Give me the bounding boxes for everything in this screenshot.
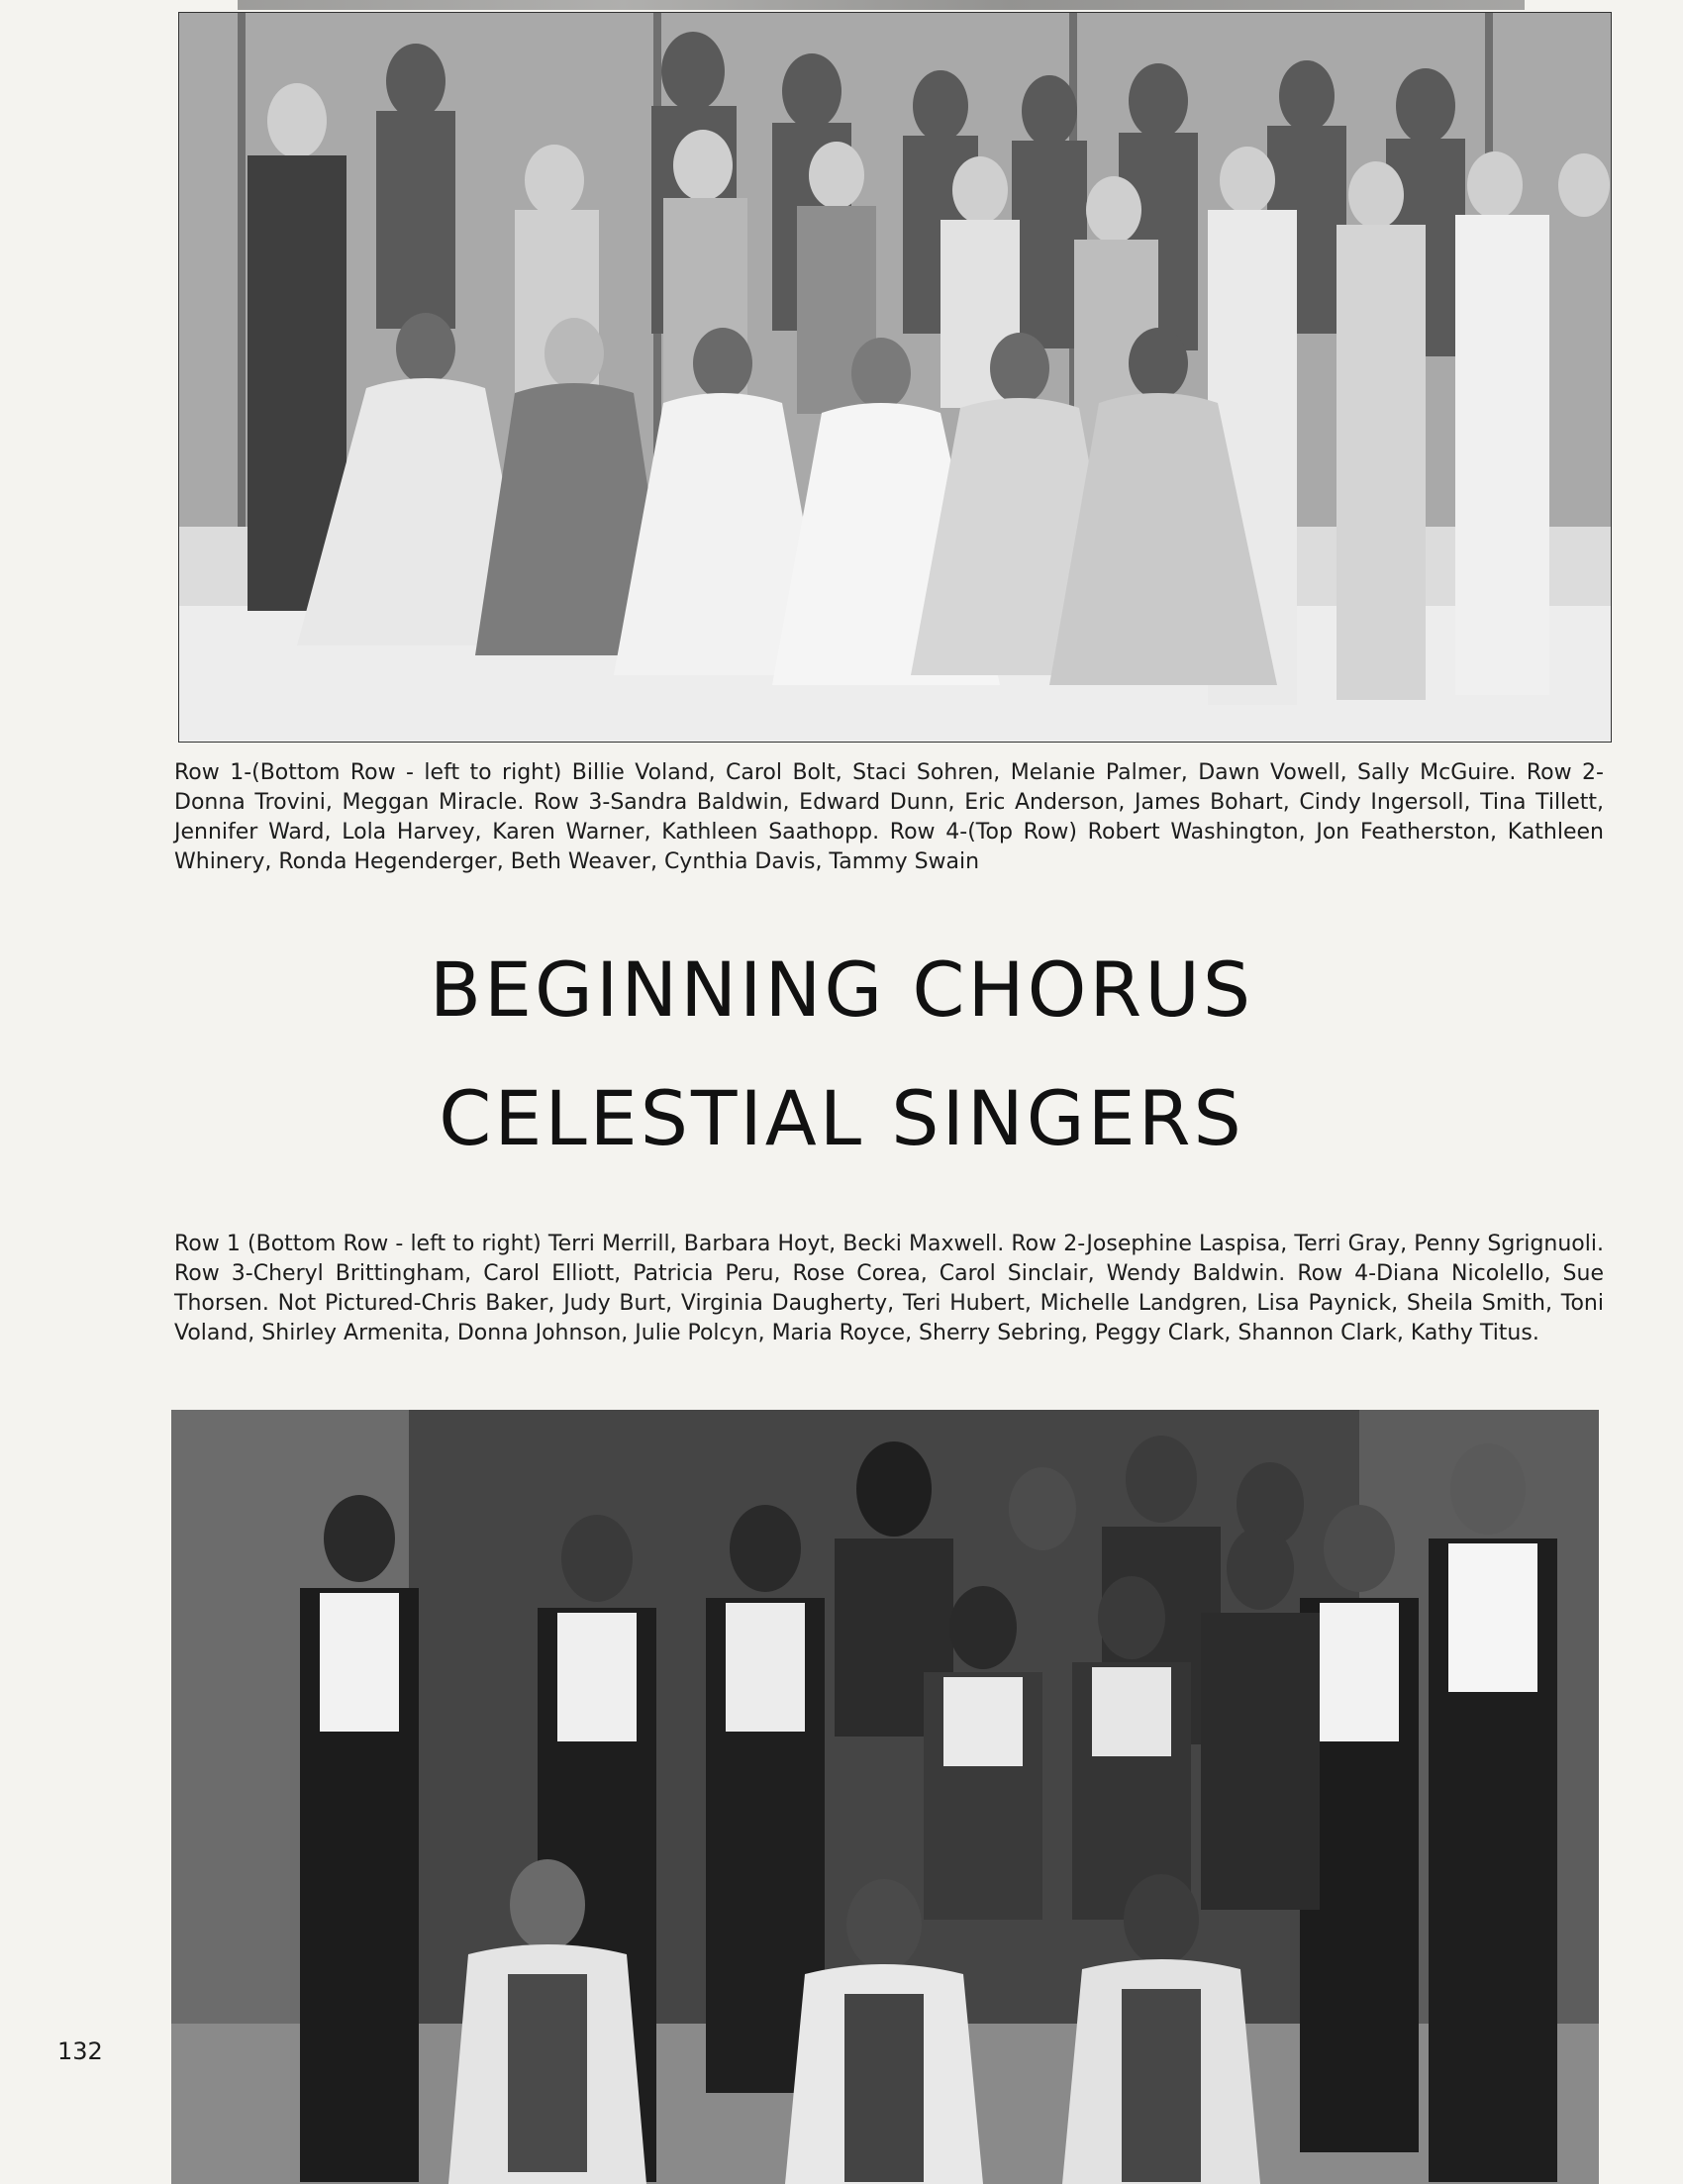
beginning-chorus-title: BEGINNING CHORUS — [429, 945, 1254, 1034]
beginning-chorus-group-photo — [178, 12, 1612, 743]
beginning-chorus-photo-art — [178, 12, 1612, 743]
page-number: 132 — [57, 2037, 103, 2065]
celestial-singers-group-photo — [171, 1410, 1599, 2184]
beginning-chorus-caption: Row 1-(Bottom Row - left to right) Billie Voland, Carol Bolt, Staci Sohren, Melanie Palmer, Dawn Vowell, Sally McGuire. Row 2-Donna Trovini, Meggan Miracle. Row 3-Sandra Baldwin, Edward Dunn, Eric Anderson, James Bohart, Cindy Ingersoll, Tina Tillett, Jennifer Ward, Lola Harvey, Karen Warner, Kathleen Saathopp. Row 4-(Top Row) Robert Washington, Jon Featherston, Kathleen Whinery, Ronda Hegenderger, Beth Weaver, Cynthia Davis, Tammy Swain — [174, 760, 1604, 874]
page-edge-shadow — [238, 0, 1525, 10]
celestial-singers-photo-art — [171, 1410, 1599, 2184]
celestial-singers-caption: Row 1 (Bottom Row - left to right) Terri Merrill, Barbara Hoyt, Becki Maxwell. Row 2-Josephine Laspisa, Terri Gray, Penny Sgrignuoli. Row 3-Cheryl Brittingham, Carol Elliott, Patricia Peru, Rose Corea, Carol Sinclair, Wendy Baldwin. Row 4-Diana Nicolello, Sue Thorsen. Not Pictured-Chris Baker, Judy Burt, Virginia Daugherty, Teri Hubert, Michelle Landgren, Lisa Paynick, Sheila Smith, Toni Voland, Shirley Armenita, Donna Johnson, Julie Polcyn, Maria Royce, Sherry Sebring, Peggy Clark, Shannon Clark, Kathy Titus. — [174, 1232, 1604, 1345]
celestial-singers-title: CELESTIAL SINGERS — [439, 1074, 1244, 1162]
